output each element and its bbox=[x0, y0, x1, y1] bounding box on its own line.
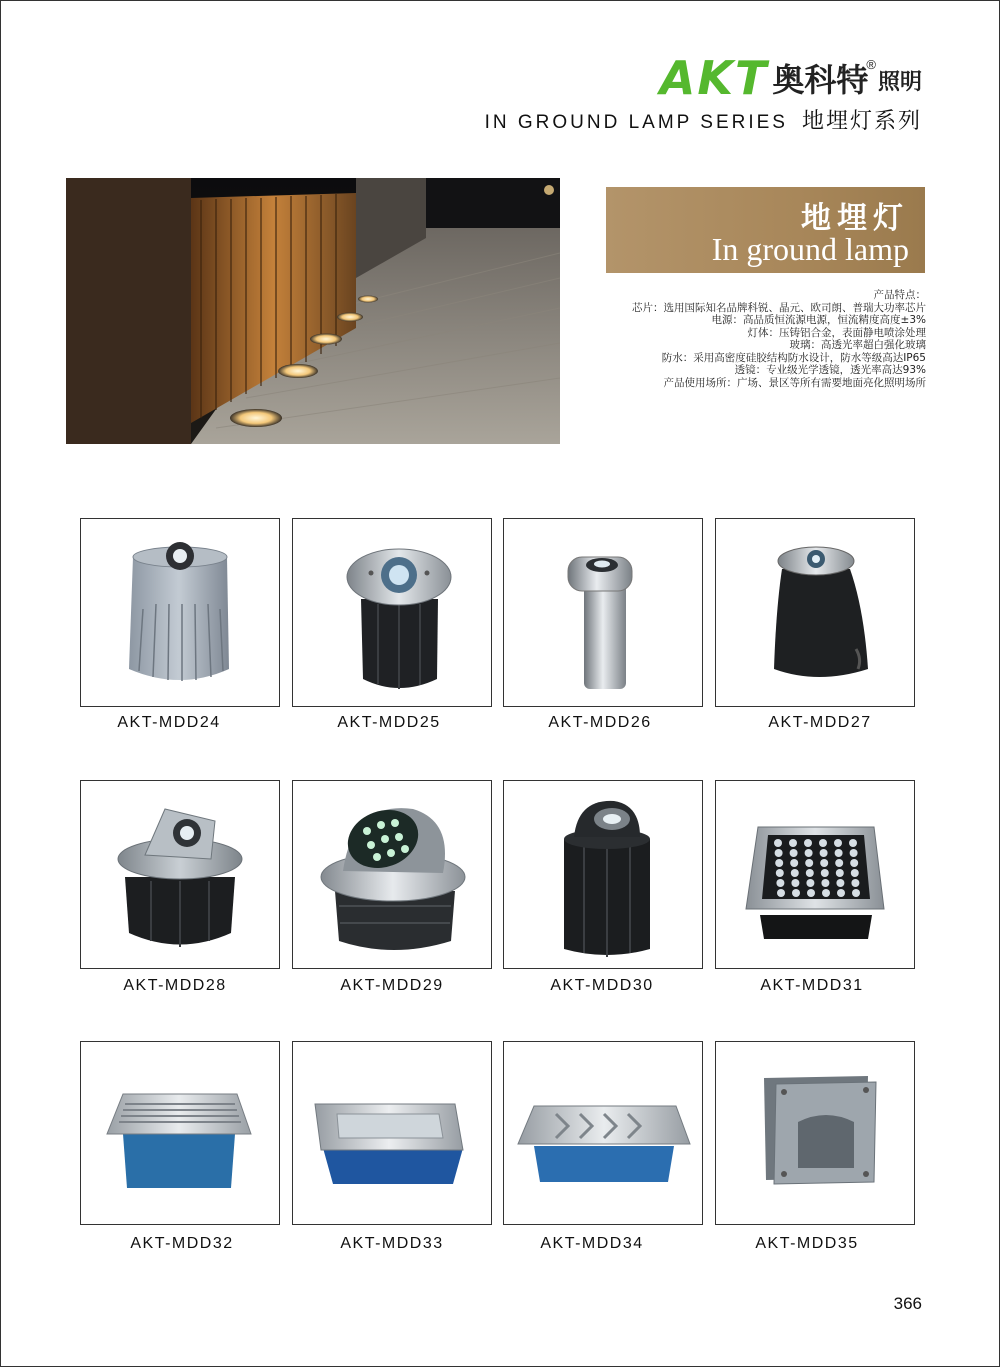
product-label-mdd24: AKT-MDD24 bbox=[117, 714, 221, 731]
product-label-mdd31: AKT-MDD31 bbox=[760, 977, 864, 994]
feature-chip: 芯片：选用国际知名品牌科锐、晶元、欧司朗、普瑞大功率芯片 bbox=[632, 301, 926, 314]
product-label-mdd30: AKT-MDD30 bbox=[550, 977, 654, 994]
registered-mark: ® bbox=[866, 57, 876, 72]
logo-cn-small-text: 照明 bbox=[877, 70, 922, 95]
led-dot bbox=[837, 889, 845, 897]
led-dot bbox=[776, 869, 784, 877]
led-dot bbox=[806, 879, 814, 887]
product-card-mdd30 bbox=[503, 780, 703, 969]
product-label-mdd35: AKT-MDD35 bbox=[755, 1235, 859, 1252]
brand-logo bbox=[659, 51, 922, 105]
louvered-step-lamp-icon bbox=[81, 1042, 279, 1224]
feature-waterproof: 防水：采用高密度硅胶结构防水设计，防水等级高达IP65 bbox=[661, 351, 926, 364]
wall-recessed-lamp-icon bbox=[716, 1042, 914, 1224]
product-card-mdd24 bbox=[80, 518, 280, 707]
led-dot bbox=[805, 849, 813, 857]
product-card-mdd29 bbox=[292, 780, 492, 969]
led-dot bbox=[790, 859, 798, 867]
product-label-mdd32: AKT-MDD32 bbox=[130, 1235, 234, 1252]
hero-photo bbox=[66, 178, 560, 444]
led-dot bbox=[791, 879, 799, 887]
led-dot bbox=[851, 869, 859, 877]
led-dot bbox=[849, 839, 857, 847]
product-card-mdd33 bbox=[292, 1041, 492, 1225]
led-dot bbox=[836, 879, 844, 887]
product-card-mdd26 bbox=[503, 518, 703, 707]
product-label-mdd25: AKT-MDD25 bbox=[337, 714, 441, 731]
night-pavement-image bbox=[66, 178, 560, 444]
series-title-cn: 地埋灯系列 bbox=[801, 109, 922, 134]
led-dot bbox=[804, 839, 812, 847]
led-dot bbox=[805, 859, 813, 867]
product-label-mdd27: AKT-MDD27 bbox=[768, 714, 872, 731]
eyeball-lamp-icon bbox=[504, 781, 702, 968]
feature-usage: 产品使用场所：广场、景区等所有需要地面亮化照明场所 bbox=[663, 376, 926, 389]
led-dot bbox=[852, 889, 860, 897]
led-dot bbox=[835, 849, 843, 857]
feature-glass: 玻璃：高透光率超白强化玻璃 bbox=[789, 339, 926, 351]
square-led-array-lamp-icon bbox=[716, 781, 914, 968]
rect-frosted-lamp-icon bbox=[293, 1042, 491, 1224]
led-dot bbox=[836, 869, 844, 877]
led-dot bbox=[791, 869, 799, 877]
title-banner bbox=[606, 187, 925, 273]
product-label-mdd28: AKT-MDD28 bbox=[123, 977, 227, 994]
product-label-mdd33: AKT-MDD33 bbox=[340, 1235, 444, 1252]
led-dot bbox=[820, 859, 828, 867]
product-card-mdd35 bbox=[715, 1041, 915, 1225]
grey-ribbed-lamp-icon bbox=[81, 519, 279, 706]
led-dot bbox=[834, 839, 842, 847]
round-steel-lamp-icon bbox=[293, 519, 491, 706]
led-dot bbox=[777, 889, 785, 897]
led-dot bbox=[851, 879, 859, 887]
product-card-mdd25 bbox=[292, 518, 492, 707]
led-dot bbox=[774, 839, 782, 847]
led-dot bbox=[775, 859, 783, 867]
led-dot bbox=[821, 869, 829, 877]
led-dot bbox=[822, 889, 830, 897]
steel-cylinder-lamp-icon bbox=[504, 519, 702, 706]
led-dot bbox=[821, 879, 829, 887]
led-dot bbox=[806, 869, 814, 877]
product-card-mdd31 bbox=[715, 780, 915, 969]
page-number: 366 bbox=[893, 1294, 922, 1313]
led-dot bbox=[807, 889, 815, 897]
led-dot bbox=[820, 849, 828, 857]
product-label-mdd29: AKT-MDD29 bbox=[340, 977, 444, 994]
logo-akt-text: AKT bbox=[659, 51, 769, 105]
led-dot bbox=[789, 839, 797, 847]
chevron-step-lamp-icon bbox=[504, 1042, 702, 1224]
product-card-mdd28 bbox=[80, 780, 280, 969]
angled-head-lamp-icon bbox=[81, 781, 279, 968]
product-label-mdd26: AKT-MDD26 bbox=[548, 714, 652, 731]
led-dot bbox=[819, 839, 827, 847]
logo-cn-text: 奥科特 bbox=[772, 61, 869, 99]
led-dot bbox=[776, 879, 784, 887]
product-features bbox=[632, 289, 926, 389]
title-en: In ground lamp bbox=[711, 231, 909, 267]
series-title-en: IN GROUND LAMP SERIES bbox=[484, 112, 788, 133]
led-dot bbox=[835, 859, 843, 867]
product-card-mdd32 bbox=[80, 1041, 280, 1225]
series-title bbox=[485, 104, 922, 135]
feature-power: 电源：高品质恒流源电源，恒流精度高度±3% bbox=[711, 314, 926, 326]
led-dot bbox=[792, 889, 800, 897]
led-dot bbox=[850, 859, 858, 867]
led-dot bbox=[850, 849, 858, 857]
product-label-mdd34: AKT-MDD34 bbox=[540, 1235, 644, 1252]
product-card-mdd34 bbox=[503, 1041, 703, 1225]
feature-body: 灯体：压铸铝合金，表面静电喷涂处理 bbox=[747, 326, 926, 339]
led-dot bbox=[775, 849, 783, 857]
title-cn: 地埋灯 bbox=[801, 201, 909, 236]
black-housing-lamp-icon bbox=[716, 519, 914, 706]
led-dot bbox=[790, 849, 798, 857]
dome-multi-led-lamp-icon bbox=[293, 781, 491, 968]
feature-lens: 透镜：专业级光学透镜，透光率高达93% bbox=[734, 364, 926, 376]
features-heading: 产品特点： bbox=[873, 289, 926, 301]
product-card-mdd27 bbox=[715, 518, 915, 707]
